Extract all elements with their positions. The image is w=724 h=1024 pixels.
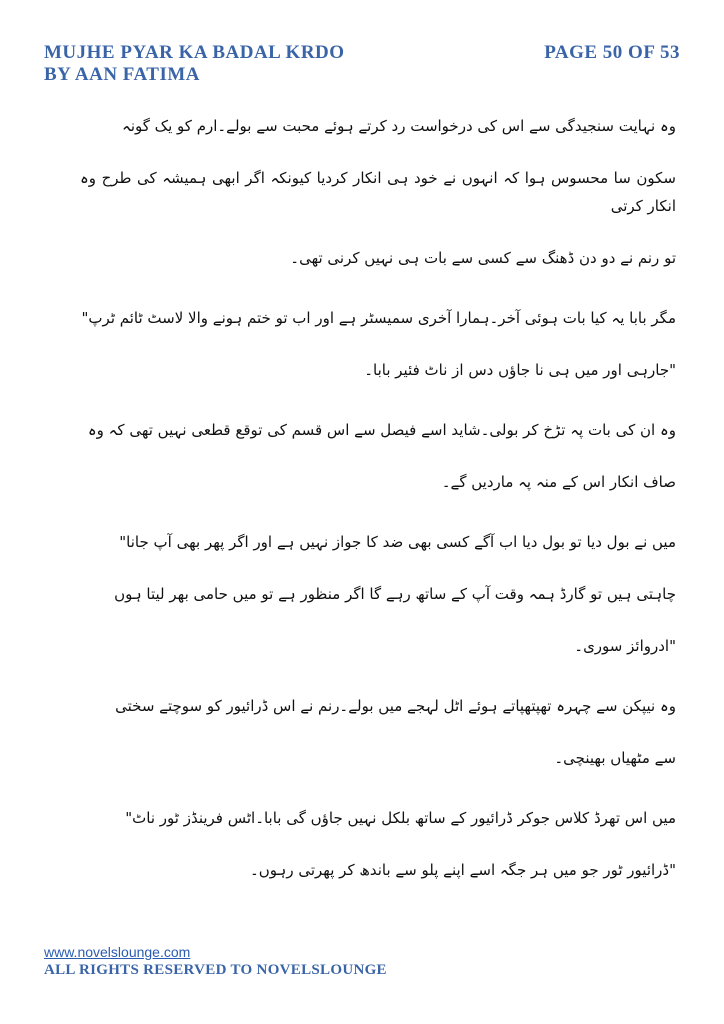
rights-notice: ALL RIGHTS RESERVED TO NOVELSLOUNGE	[44, 962, 387, 978]
text-line: میں اس تھرڈ کلاس جوکر ڈرائیور کے ساتھ بلکل نہیں جاؤں گی بابا۔اٹس فرینڈز ٹور ناٹ"	[125, 809, 676, 827]
website-link[interactable]: www.novelslounge.com	[44, 944, 191, 960]
text-line: "جارہی اور میں ہی نا جاؤں دس از ناٹ فئیر بابا۔	[364, 361, 676, 379]
text-line: میں نے بول دیا تو بول دیا اب آگے کسی بھی ضد کا جواز نہیں ہے اور اگر پھر بھی آپ جانا"	[119, 533, 676, 551]
text-line: وہ ان کی بات پہ تڑخ کر بولی۔شاید اسے فیصل سے اس قسم کی توقع قطعی نہیں تھی کہ وہ	[87, 421, 676, 439]
page-number: PAGE 50 OF 53	[544, 42, 680, 63]
text-line: تو رنم نے دو دن ڈھنگ سے کسی سے بات ہی نہیں کرنی تھی۔	[290, 249, 676, 267]
text-line: وہ نہایت سنجیدگی سے اس کی درخواست رد کرتے ہوئے محبت سے بولے۔ارم کو یک گونہ	[122, 117, 676, 135]
text-line: چاہتی ہیں تو گارڈ ہمہ وقت آپ کے ساتھ رہے گا اگر منظور ہے تو میں حامی بھر لیتا ہوں	[114, 585, 676, 603]
novel-text	[80, 112, 676, 908]
text-line: "ڈرائیور ٹور جو میں ہر جگہ اسے اپنے پلو سے باندھ کر پھرتی رہوں۔	[250, 861, 676, 879]
text-line: وہ نیپکن سے چہرہ تھپتھپاتے ہوئے اٹل لہجے میں بولے۔رنم نے اس ڈرائیور کو سوچتے سختی	[115, 697, 676, 715]
text-line: "ادروائز سوری۔	[574, 637, 676, 655]
text-line: مگر بابا یہ کیا بات ہوئی آخر۔ہمارا آخری سمیسٹر ہے اور اب تو ختم ہونے والا لاسٹ ٹائم ٹرپ"	[81, 309, 676, 327]
novel-title: MUJHE PYAR KA BADAL KRDO	[44, 42, 345, 63]
text-line: سے مٹھیاں بھینچی۔	[554, 749, 676, 767]
text-line: سکون سا محسوس ہوا کہ انہوں نے خود ہی انکار کردیا کیونکہ اگر ابھی ہمیشہ کی طرح وہ انکار کرتی	[80, 169, 676, 215]
author-name: BY AAN FATIMA	[44, 64, 201, 85]
text-line: صاف انکار اس کے منہ پہ ماردیں گے۔	[441, 473, 676, 491]
